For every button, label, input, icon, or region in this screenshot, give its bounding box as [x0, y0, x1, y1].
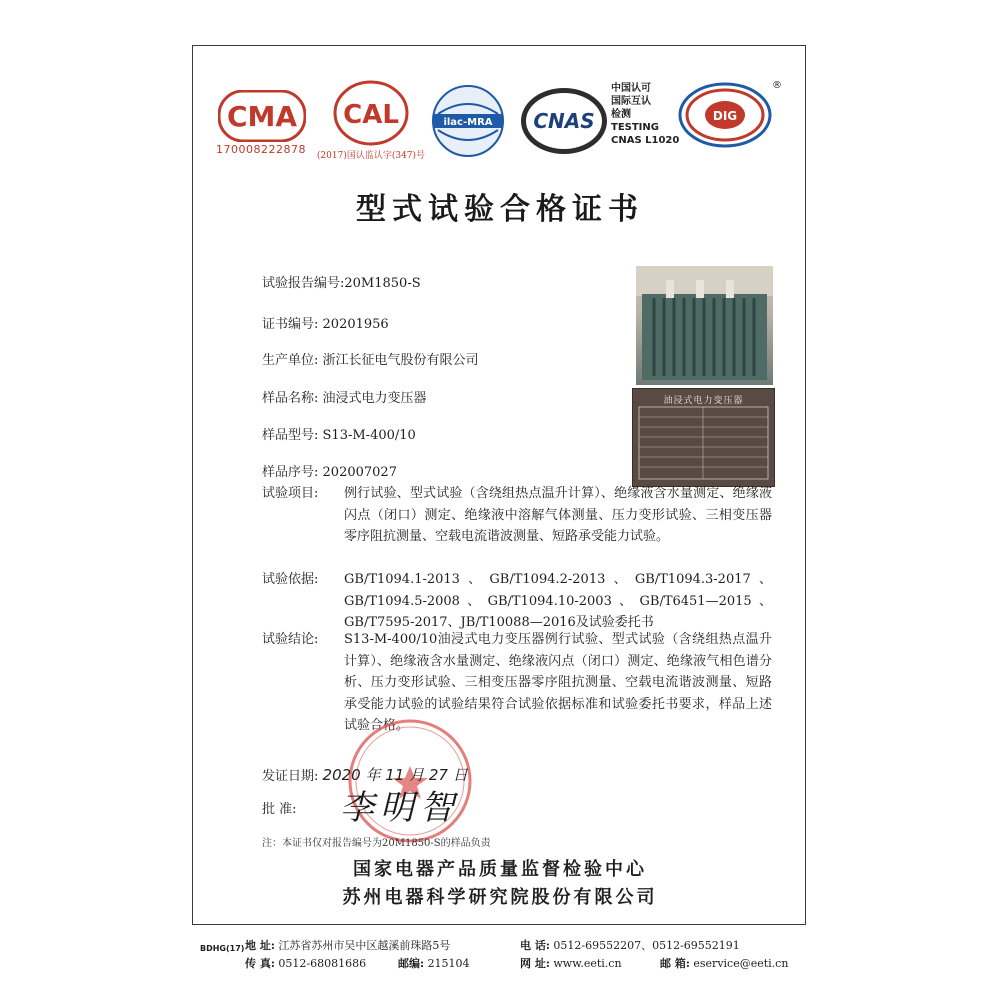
cal-logo-text: CAL	[343, 100, 399, 130]
cert-number: 20201956	[322, 317, 389, 332]
footer-phone	[520, 937, 740, 953]
report-number-label: 试验报告编号:	[262, 276, 345, 291]
issuer-line-2: 苏州电器科学研究院股份有限公司	[342, 887, 658, 908]
cnas-logo-text: CNAS	[533, 109, 595, 133]
model-row	[262, 424, 416, 447]
postcode: 215104	[427, 957, 470, 970]
email: eservice@eeti.cn	[693, 957, 789, 970]
issue-date: 2020 年 11 月 27 日	[322, 766, 468, 784]
approve-label: 批 准:	[262, 802, 297, 817]
footer-web	[520, 955, 622, 971]
email-label: 邮 箱:	[660, 957, 690, 970]
cnas-logo	[519, 86, 609, 156]
sample-name: 油浸式电力变压器	[322, 391, 427, 406]
test-items: 例行试验、型式试验（含绕组热点温升计算）、绝缘液含水量测定、绝缘液闪点（闭口）测定、绝缘液中溶解气体测量、压力变形试验、三相变压器零序阻抗测量、空载电流谐波测量、短路承受能力试验。	[344, 486, 772, 545]
cnas-line: CNAS L1020	[611, 135, 680, 146]
model: S13-M-400/10	[322, 428, 416, 443]
test-conclusion: S13-M-400/10油浸式电力变压器例行试验、型式试验（含绕组热点温升计算）、绝缘液含水量测定、绝缘液闪点（闭口）测定、绝缘液气相色谱分析、压力变形试验、三相变压器零序阻抗测量、空载电流谐波测量、短路承受能力试验的试验结果符合试验依据标准和试验委托书要求，样品上述试验合格。	[344, 632, 772, 734]
registered-mark: ®	[772, 80, 782, 91]
ilac-logo-text: ilac-MRA	[443, 117, 493, 128]
postcode-label: 邮编:	[398, 957, 425, 970]
cert-number-label: 证书编号:	[262, 317, 319, 332]
maker: 浙江长征电气股份有限公司	[322, 353, 479, 368]
serial: 202007027	[322, 465, 397, 480]
address: 江苏省苏州市吴中区越溪前珠路5号	[278, 939, 451, 952]
ilac-mra-logo	[428, 84, 508, 158]
basis-label: 试验依据:	[262, 572, 319, 587]
serial-label: 样品序号:	[262, 465, 319, 480]
nameplate-photo	[632, 388, 775, 487]
serial-row	[262, 461, 397, 484]
cnas-line: TESTING	[611, 122, 659, 133]
fax: 0512-68081686	[278, 957, 367, 970]
note: 注：本证书仅对报告编号为20M1850-S的样品负责	[262, 838, 491, 849]
cnas-line: 中国认可	[611, 83, 651, 94]
cma-logo	[218, 90, 306, 142]
cnas-line: 检测	[611, 109, 631, 120]
test-basis: GB/T1094.1-2013、GB/T1094.2-2013、GB/T1094.3-2017、GB/T1094.5-2008、GB/T1094.10-2003、GB/T6451—2015、GB/T7595-2017、JB/T10088—2016及试验委托书	[344, 572, 772, 631]
sample-name-row	[262, 387, 427, 410]
model-label: 样品型号:	[262, 428, 319, 443]
footer-fax	[245, 955, 366, 971]
web: www.eeti.cn	[553, 957, 622, 970]
phone-label: 电 话:	[520, 939, 550, 952]
transformer-photo	[636, 266, 773, 385]
form-code: BDHG(17)	[200, 944, 245, 953]
cma-logo-text: CMA	[226, 100, 298, 133]
page-title: 型式试验合格证书	[356, 192, 644, 227]
web-label: 网 址:	[520, 957, 550, 970]
cal-caption: (2017)国认监认字(347)号	[316, 151, 426, 161]
conclusion-label: 试验结论:	[262, 632, 319, 647]
footer-address	[245, 937, 450, 953]
signature: 李明智	[340, 788, 460, 828]
phone: 0512-69552207、0512-69552191	[553, 939, 740, 952]
fax-label: 传 真:	[245, 957, 275, 970]
footer-email	[660, 955, 788, 971]
cnas-line: 国际互认	[611, 96, 651, 107]
cal-logo	[333, 80, 409, 146]
cma-number: 170008222878	[216, 143, 306, 156]
footer-postcode	[398, 955, 470, 971]
report-number-row	[262, 272, 421, 295]
svg-text:DIG: DIG	[712, 109, 738, 123]
items-label: 试验项目:	[262, 486, 319, 501]
address-label: 地 址:	[245, 939, 275, 952]
report-number: 20M1850-S	[344, 276, 421, 291]
cert-number-row	[262, 313, 389, 336]
issue-date-label: 发证日期:	[262, 769, 319, 784]
maker-row	[262, 349, 479, 372]
issuer-line-1: 国家电器产品质量监督检验中心	[353, 859, 647, 880]
nameplate-title: 油浸式电力变压器	[663, 396, 744, 406]
sample-name-label: 样品名称:	[262, 391, 319, 406]
dig-logo	[678, 82, 772, 148]
maker-label: 生产单位:	[262, 353, 319, 368]
